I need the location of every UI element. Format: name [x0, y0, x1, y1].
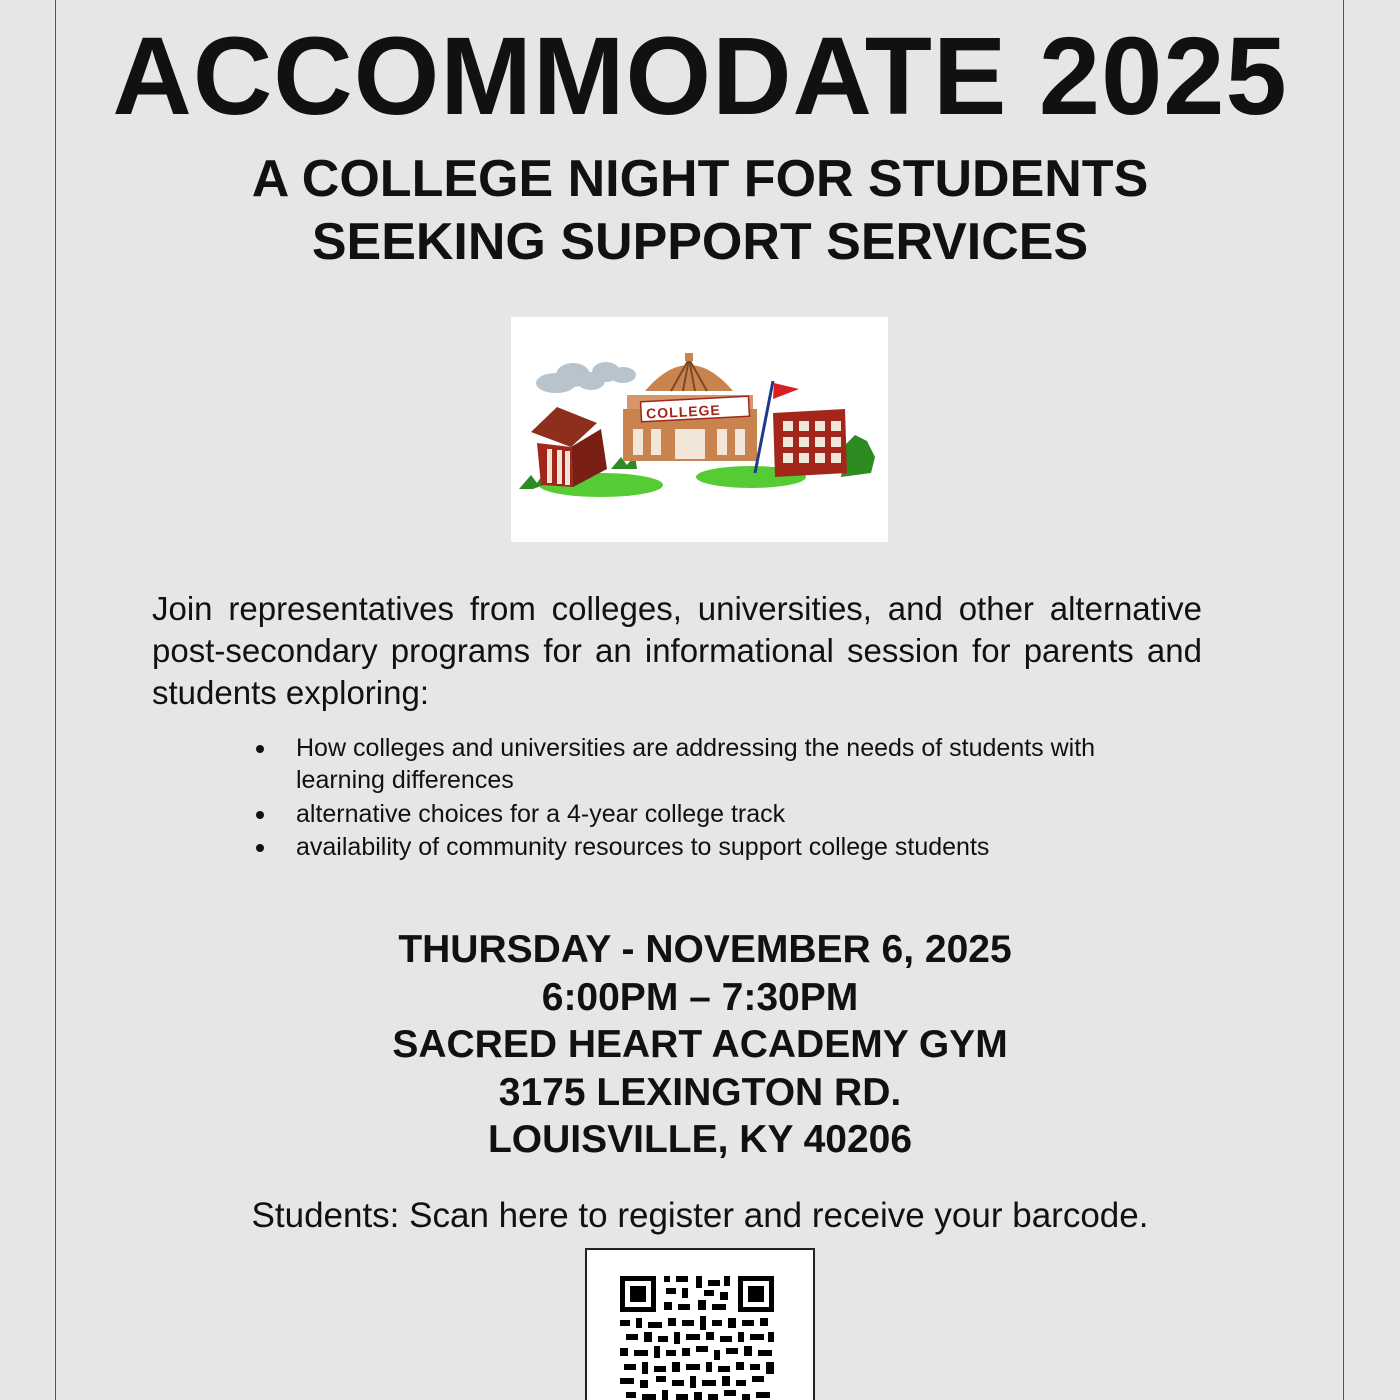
intro-paragraph: Join representatives from colleges, universities, and other alternative post-secondary programs for an informational session for parents and students exploring: — [152, 590, 1202, 711]
bullet-icon — [256, 745, 264, 753]
registration-prompt: Students: Scan here to register and receive your barcode. — [251, 1196, 1149, 1235]
subtitle-line-1: A COLLEGE NIGHT FOR STUDENTS — [251, 150, 1149, 208]
college-illustration — [511, 317, 888, 542]
event-street: 3175 LEXINGTON RD. — [498, 1070, 902, 1114]
qr-code-icon[interactable] — [620, 1276, 782, 1400]
event-city: LOUISVILLE, KY 40206 — [487, 1118, 913, 1161]
bullet-icon — [256, 844, 264, 852]
event-details — [0, 926, 1400, 1164]
flyer-subtitle — [0, 148, 1400, 274]
list-item: availability of community resources to support college students — [253, 831, 1153, 863]
subtitle-line-2: SEEKING SUPPORT SERVICES — [311, 213, 1089, 271]
event-time: 6:00PM – 7:30PM — [541, 975, 859, 1019]
qr-code[interactable] — [585, 1248, 815, 1400]
college-campus-icon — [511, 317, 888, 542]
topics-list — [253, 732, 1153, 865]
event-date: THURSDAY - NOVEMBER 6, 2025 — [398, 928, 1012, 971]
list-item: alternative choices for a 4-year college track — [253, 798, 1153, 830]
college-sign-text: COLLEGE — [645, 401, 722, 422]
event-venue: SACRED HEART ACADEMY GYM — [392, 1023, 1008, 1066]
list-item: How colleges and universities are addressing the needs of students with learning differences — [253, 732, 1153, 796]
flyer-title: ACCOMMODATE 2025 — [112, 15, 1288, 138]
bullet-icon — [256, 811, 264, 819]
